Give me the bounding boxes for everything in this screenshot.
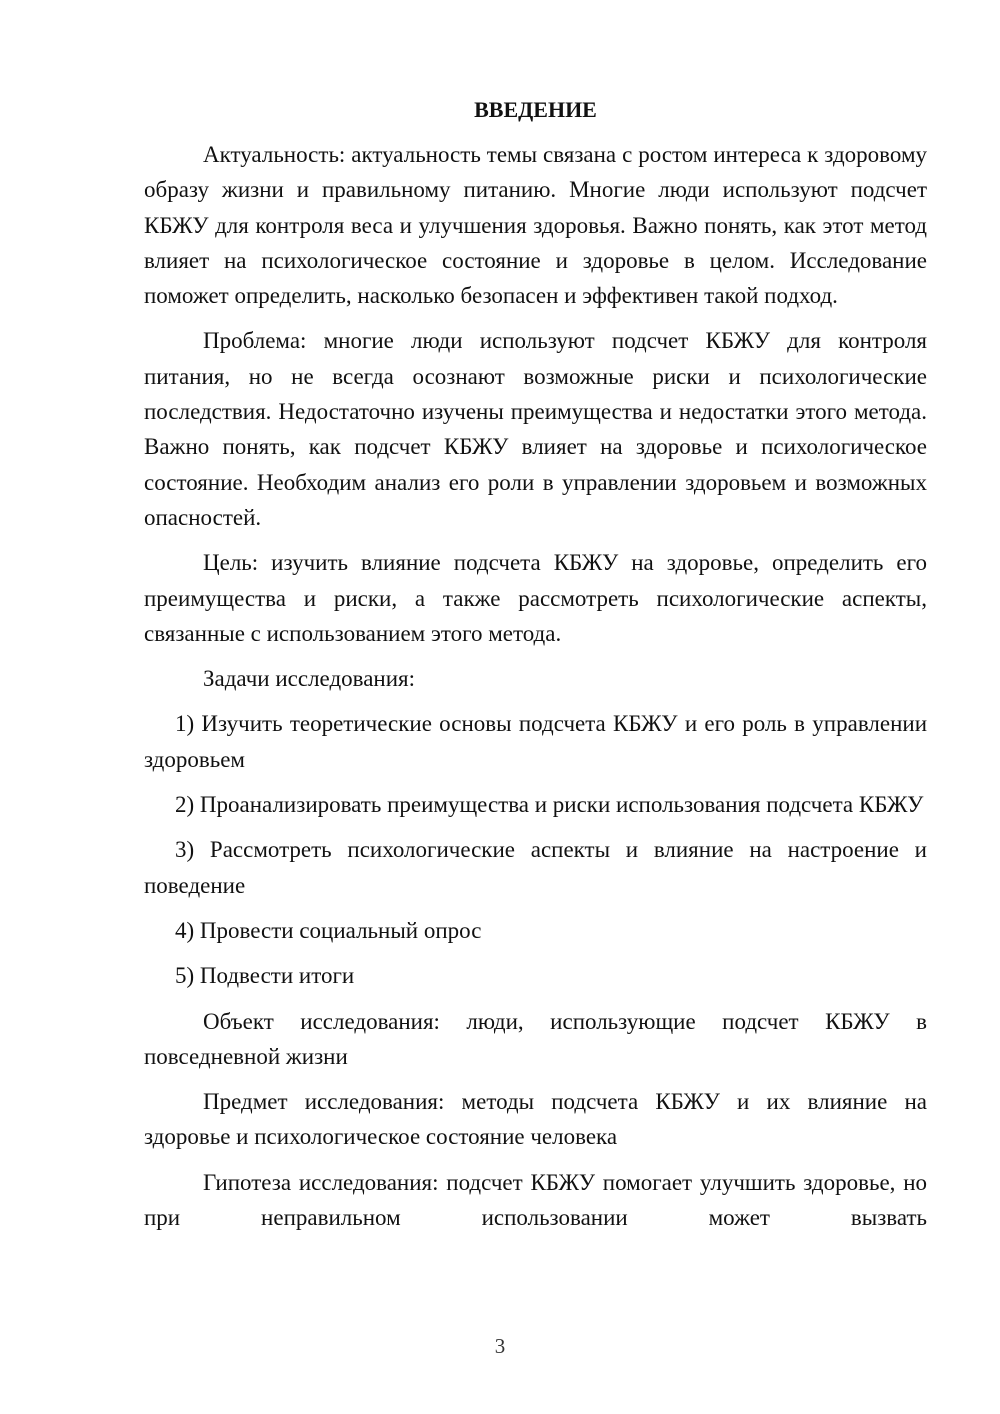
paragraph-object: Объект исследования: люди, использующие подсчет КБЖУ в повседневной жизни: [144, 1008, 927, 1069]
paragraph-goal: Цель: изучить влияние подсчета КБЖУ на здоровье, определить его преимущества и риски, а также рассмотреть психологические аспекты, связанные с использованием этого метода.: [144, 550, 927, 646]
task-item-2: 2) Проанализировать преимущества и риски использования подсчета КБЖУ: [175, 792, 924, 818]
paragraph-subject: Предмет исследования: методы подсчета КБЖУ и их влияние на здоровье и психологическое состояние человека: [144, 1089, 927, 1150]
page-content: [144, 95, 927, 1245]
task-item-3: 3) Рассмотреть психологические аспекты и влияние на настроение и поведение: [144, 837, 927, 898]
paragraph-tasks-heading: Задачи исследования:: [203, 666, 416, 692]
section-heading: ВВЕДЕНИЕ: [474, 97, 597, 122]
paragraph-hypothesis: Гипотеза исследования: подсчет КБЖУ помогает улучшить здоровье, но при неправильном использовании может вызвать: [144, 1169, 927, 1231]
task-item-1: 1) Изучить теоретические основы подсчета КБЖУ и его роль в управлении здоровьем: [144, 711, 927, 772]
task-item-4: 4) Провести социальный опрос: [175, 917, 482, 943]
paragraph-problem: Проблема: многие люди используют подсчет КБЖУ для контроля питания, но не всегда осознают возможные риски и психологические последствия. Недостаточно изучены преимущества и недостатки этого метода. Важно понять, как подсчет КБЖУ влияет на здоровье и психологическое состояние. Необходим анализ его роли в управлении здоровьем и возможных опасностей.: [144, 328, 927, 530]
page-number: 3: [494, 1334, 506, 1358]
task-item-5: 5) Подвести итоги: [175, 963, 355, 989]
paragraph-relevance: Актуальность: актуальность темы связана с ростом интереса к здоровому образу жизни и правильному питанию. Многие люди используют подсчет КБЖУ для контроля веса и улучшения здоровья. Важно понять, как этот метод влияет на психологическое состояние и здоровье в целом. Исследование поможет определить, насколько безопасен и эффективен такой подход.: [144, 142, 927, 309]
